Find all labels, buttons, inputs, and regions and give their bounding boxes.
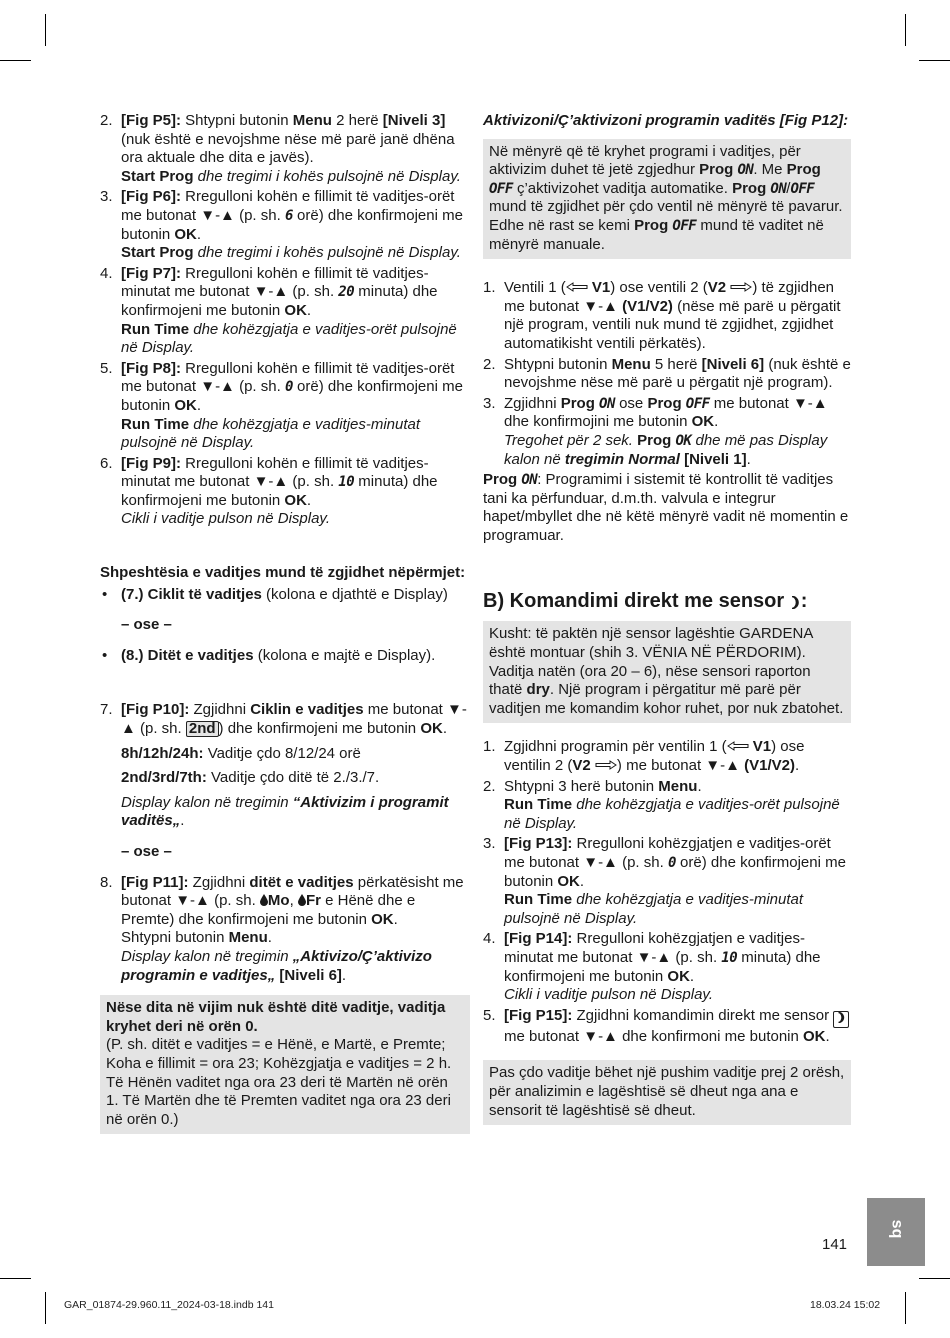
right-column <box>483 112 851 1125</box>
step-text: Rregulloni kohëzgjatjen e vaditjes-orët me butonat ▼-▲ (p. sh. <box>504 835 831 871</box>
sensor-moon-icon <box>837 1012 845 1023</box>
step-text: ) të zgjidhen me butonat ▼-▲ <box>504 279 835 315</box>
lcd-value: OFF <box>790 180 815 197</box>
step-text: ) ose ventilin 2 ( <box>504 738 805 775</box>
display-note: Cikli i vaditje pulson në Display. <box>504 986 713 1004</box>
cycle-label: 2nd/3rd/7th: <box>121 769 207 787</box>
step-text: . <box>341 966 347 984</box>
key-label: OK <box>174 396 197 414</box>
box-text: mund të vaditet në mënyrë manuale. <box>489 216 824 253</box>
step-number: 6. <box>100 454 113 472</box>
step-text: 2 herë <box>331 112 383 129</box>
display-note: dhe tregimi i kohës pulsojnë në Display. <box>193 167 461 185</box>
prog-label: Prog <box>560 394 595 412</box>
note-text: (P. sh. ditët e vaditjes = e Hënë, e Martë, e Premte; Koha e fillimit = ora 23; Kohëzgjatja e vaditjes = 2 h. Të Hënën vaditet nga ora 23 deri të Martën në orën 1. Të Martën dhe të Premten vaditet nga ora 23 deri në orën 0.) <box>106 1036 452 1128</box>
bullet-dot: • <box>102 646 108 664</box>
arrow-right-icon <box>595 760 617 770</box>
lcd-cycle-indicator: 2nd <box>186 721 219 737</box>
step-text: Rregulloni kohën e fillimit të vaditjes-minutat me butonat ▼-▲ (p. sh. <box>121 454 429 491</box>
valve-label: V1 <box>752 738 772 756</box>
level-label: [Niveli 1] <box>679 450 747 468</box>
step-text: ) dhe konfirmojeni me butonin <box>218 720 421 738</box>
key-label: Menu <box>228 929 268 947</box>
lcd-value: OFF <box>685 395 710 412</box>
step-text: (nuk është e nevojshme nëse më parë janë dhëna ora aktuale dhe dita e javës). <box>121 130 455 167</box>
display-label: Start Prog <box>121 244 194 262</box>
bullet-bold: (8.) Ditët e vaditjes <box>121 646 254 664</box>
fig-ref: [Fig P13]: <box>504 835 573 853</box>
box-text: mund të zgjidhet për çdo ventil në mënyrë të pavarur. Edhe në rast se kemi <box>489 198 843 234</box>
language-code: sq <box>888 1219 906 1239</box>
valve-label: V1 <box>591 279 611 297</box>
bullet-dot: • <box>102 585 108 603</box>
step-number: 5. <box>483 1006 496 1024</box>
water-drop-icon <box>298 894 306 906</box>
crop-mark <box>45 1292 46 1324</box>
key-label: ditët e vaditjes <box>249 873 354 891</box>
day-label: Mo <box>267 892 290 910</box>
left-column <box>100 112 470 1134</box>
step-text: . <box>714 413 719 431</box>
frequency-heading: Shpeshtësia e vaditjes mund të zgjidhet nëpërmjet: <box>100 564 466 582</box>
display-label: Start Prog <box>121 167 194 185</box>
step-text: me butonat ▼-▲ (p. sh. <box>121 701 467 738</box>
step-number: 8. <box>100 873 113 891</box>
box-text: . Me <box>753 161 787 179</box>
steps-list-sensor <box>483 738 851 1046</box>
fig-ref: [Fig P6]: <box>121 188 181 206</box>
lcd-value: OK <box>675 432 692 449</box>
lcd-value: ON <box>770 180 787 197</box>
prog-label: Prog <box>699 161 734 179</box>
sensor-section-heading <box>483 589 851 613</box>
crop-mark <box>45 14 46 46</box>
box-text: Në mënyrë që të kryhet programi i vaditjes, për aktivizim duhet të jetë zgjedhur <box>489 142 801 179</box>
fig-ref: [Fig P5]: <box>121 112 181 129</box>
step-text: ose <box>614 394 648 412</box>
step-number: 2. <box>100 112 113 129</box>
step-text: orë) dhe konfirmojeni me butonin <box>121 378 463 414</box>
prog-label: Prog <box>637 431 672 449</box>
step-text: . <box>689 967 695 985</box>
step-text: Rregulloni kohën e fillimit të vaditjes-orët me butonat ▼-▲ (p. sh. <box>121 359 455 396</box>
bullet-days <box>100 647 470 666</box>
bullet-text: (kolona e majtë e Display). <box>253 646 436 664</box>
crop-mark <box>905 1292 906 1324</box>
lcd-value: 0 <box>667 855 676 871</box>
display-note: Tregohet për 2 sek. <box>504 431 638 449</box>
lcd-value: ON <box>599 395 615 412</box>
key-label: Menu <box>658 777 698 795</box>
arrow-right-icon <box>730 282 752 292</box>
summary-text: : Programimi i sistemit të kontrollit të vaditjes tani ka përfunduar, d.m.th. valvula e integrur hapet/mbyllet dhe në këtë mënyrë vadit në momentin e programuar. <box>483 471 849 544</box>
crop-mark <box>919 1278 950 1279</box>
arrow-left-icon <box>566 282 588 292</box>
step-text: . <box>267 929 272 947</box>
lcd-value: OFF <box>672 217 697 234</box>
step-text: Shtypni butonin <box>121 929 229 947</box>
step-text: Zgjidhni programin për ventilin 1 ( <box>504 738 727 756</box>
key-label: OK <box>420 720 443 738</box>
prog-label: Prog <box>647 394 682 412</box>
box-text: / <box>786 179 791 197</box>
day-label: Fr <box>305 892 321 910</box>
sensor-key-icon <box>833 1011 849 1028</box>
step-number: 3. <box>483 835 496 853</box>
step-text: Shtypni 3 herë butonin <box>504 777 659 795</box>
crop-mark <box>919 60 950 61</box>
note-heading: Nëse dita në vijim nuk është ditë vaditje, vaditja kryhet deri në orën 0. <box>106 999 446 1035</box>
key-label: OK <box>371 910 394 928</box>
section-title: B) Komandimi direkt me sensor <box>483 590 785 613</box>
step-text: Rregulloni kohëzgjatjen e vaditjes-minutat me butonat ▼-▲ (p. sh. <box>504 930 805 966</box>
step-s2 <box>483 778 851 834</box>
step-text: . <box>306 491 312 509</box>
box-text: Pas çdo vaditje bëhet një pushim vaditje prej 2 orësh, për analizimin e lagështisë së dheut nga ana e sensorit të lagështisë së dheut. <box>489 1064 845 1119</box>
step-text: ) ose ventili 2 ( <box>610 279 708 297</box>
step-text: me butonat ▼-▲ dhe konfirmoni me butonin <box>504 1027 804 1045</box>
key-label: Ciklin e vaditjes <box>250 701 364 719</box>
step-text: . <box>697 777 702 795</box>
prog-on-summary <box>483 471 851 545</box>
step-number: 2. <box>483 777 496 795</box>
sensor-condition-box <box>483 621 851 723</box>
step-text: orë) dhe konfirmojeni me butonin <box>121 206 463 243</box>
display-note: dhe kohëzgjatja e vaditjes-orët pulsojnë në Display. <box>504 796 840 832</box>
key-label: OK <box>803 1027 826 1045</box>
step-text: Zgjidhni <box>189 701 251 719</box>
step-r3 <box>483 395 851 469</box>
valve-label: V2 <box>707 279 727 297</box>
print-timestamp: 18.03.24 15:02 <box>810 1299 881 1311</box>
page-number: 141 <box>822 1236 848 1253</box>
step-text: Rregulloni kohën e fillimit të vaditjes-orët me butonat ▼-▲ (p. sh. <box>121 188 455 224</box>
step-text: Zgjidhni <box>504 394 561 412</box>
lcd-value: 6 <box>284 207 293 224</box>
cycle-text: Vaditje çdo 8/12/24 orë <box>203 744 361 762</box>
key-label: Menu <box>292 112 332 129</box>
step-text: Zgjidhni <box>188 873 250 891</box>
step-text: , <box>289 892 298 910</box>
step-r2 <box>483 356 851 393</box>
fig-ref: [Fig P8]: <box>121 359 181 377</box>
lcd-value: OFF <box>489 180 513 197</box>
step-number: 3. <box>483 394 496 412</box>
prog-label: Prog <box>732 179 767 197</box>
step-4 <box>100 265 470 358</box>
box-text: Kusht: të paktën një sensor lagështie GARDENA është montuar (shih 3. VËNIA NË PËRDORIM). Vaditja natën (ora 20 – 6), nëse sensori raporton thatë <box>489 625 813 699</box>
key-label: OK <box>284 491 307 509</box>
step-number: 3. <box>100 188 113 206</box>
step-text: minuta) dhe konfirmojeni me butonin <box>504 948 821 985</box>
bullet-bold: (7.) Ciklit të vaditjes <box>121 585 262 603</box>
step-text: . <box>746 450 751 468</box>
display-label: Run Time <box>504 891 573 909</box>
step-text: . <box>196 396 202 414</box>
step-text: e Hënë dhe e Premte) dhe konfirmojeni me butonin <box>121 892 416 928</box>
pause-note-box <box>483 1060 851 1125</box>
step-s5 <box>483 1007 851 1047</box>
crop-mark <box>905 14 906 46</box>
step-s3 <box>483 835 851 928</box>
step-text: orë) dhe konfirmojeni me butonin <box>504 854 846 890</box>
key-label: Menu <box>611 355 651 373</box>
step-5 <box>100 360 470 453</box>
step-text: . <box>442 720 447 738</box>
or-separator: – ose – <box>121 616 172 634</box>
step-number: 1. <box>483 738 496 756</box>
key-label: OK <box>284 301 307 319</box>
fig-ref: [Fig P7]: <box>121 264 181 282</box>
step-text: minuta) dhe konfirmojeni me butonin <box>121 473 438 509</box>
step-s1 <box>483 738 851 775</box>
step-text: 5 herë <box>650 355 702 373</box>
display-note: Cikli i vaditje pulson në Display. <box>121 510 330 528</box>
step-number: 4. <box>483 930 496 948</box>
key-label: OK <box>667 967 690 985</box>
crop-mark <box>0 60 31 61</box>
key-label: OK <box>691 413 715 431</box>
key-label: OK <box>174 225 197 243</box>
level-label: [Niveli 6] <box>275 966 342 984</box>
lcd-value: 10 <box>338 474 355 491</box>
step-text: . <box>180 812 185 830</box>
sensor-moon-icon <box>790 596 801 609</box>
bullet-text: (kolona e djathtë e Display) <box>261 585 448 603</box>
valve-label: V2 <box>572 757 591 775</box>
display-note: Display kalon në tregimin <box>121 947 293 965</box>
section-title-colon: : <box>800 590 808 613</box>
language-tab <box>867 1198 925 1266</box>
step-number: 2. <box>483 355 496 373</box>
arrow-left-icon <box>727 741 749 751</box>
steps-list-a <box>100 112 470 529</box>
display-note: dhe kohëzgjatja e vaditjes-minutat pulsojnë në Display. <box>121 415 421 452</box>
level-label: [Niveli 3] <box>382 112 446 129</box>
cycle-label: 8h/12h/24h: <box>121 744 204 762</box>
step-text: . <box>825 1027 830 1045</box>
bullet-cycle <box>100 586 470 605</box>
display-state: tregimin Normal <box>564 450 680 468</box>
step-text: me butonat ▼-▲ dhe konfirmojini me butonin <box>504 394 828 431</box>
prog-label: Prog <box>786 161 821 179</box>
lcd-value: 0 <box>284 379 293 396</box>
step-text: Zgjidhni komandimin direkt me sensor <box>572 1006 834 1024</box>
step-text: përkatësisht me butonat ▼-▲ (p. sh. <box>121 873 464 910</box>
activate-heading: Aktivizoni/Ç’aktivizoni programin vaditës [Fig P12]: <box>483 112 849 129</box>
step-number: 1. <box>483 279 496 297</box>
box-text: ç’aktivizohet vaditja automatike. <box>512 179 733 197</box>
display-label: Run Time <box>121 320 190 338</box>
print-file-info: GAR_01874-29.960.11_2024-03-18.indb 141 <box>64 1299 274 1311</box>
step-text: (nuk është e nevojshme nëse më parë u përgatit një program). <box>504 355 851 392</box>
display-note: dhe kohëzgjatja e vaditjes-minutat pulsojnë në Display. <box>504 891 804 927</box>
note-box <box>100 995 470 1134</box>
step-text: Ventili 1 ( <box>504 279 566 297</box>
step-number: 7. <box>100 701 113 719</box>
fig-ref: [Fig P15]: <box>504 1006 573 1024</box>
lcd-value: 20 <box>338 284 355 301</box>
step-text: . <box>579 872 585 890</box>
step-text: Shtypni butonin <box>181 112 293 129</box>
step-6 <box>100 455 470 529</box>
prog-label: Prog <box>634 216 669 234</box>
step-2 <box>100 112 470 186</box>
display-label: Run Time <box>504 796 573 814</box>
steps-list-activate <box>483 279 851 469</box>
lcd-value: ON <box>521 472 538 489</box>
program-info-box <box>483 139 851 260</box>
display-note: dhe tregimi i kohës pulsojnë në Display. <box>193 244 461 262</box>
key-label: OK <box>557 872 580 890</box>
display-state: “Aktivizim i programit vaditës„ <box>121 793 449 830</box>
display-note: Display kalon në tregimin <box>121 793 293 811</box>
box-text: . Një program i përgatitur më parë për vaditjen me komandim kohor ruhet, por nuk zbatohet. <box>489 681 844 717</box>
step-number: 4. <box>100 264 113 282</box>
cycle-text: Vaditje çdo ditë të 2./3./7. <box>206 769 380 787</box>
dry-label: dry <box>526 681 550 699</box>
step-3 <box>100 188 470 262</box>
display-note: dhe kohëzgjatja e vaditjes-orët pulsojnë në Display. <box>121 320 457 357</box>
key-label: (V1/V2) <box>744 757 796 775</box>
step-text: (nëse më parë u përgatit një program, ventili nuk mund të zgjidhet, zgjidhet automatikisht ventili përkatës). <box>504 297 841 352</box>
step-text: minuta) dhe konfirmojeni me butonin <box>121 283 438 319</box>
step-text: ) me butonat ▼-▲ <box>616 757 745 775</box>
step-s4 <box>483 930 851 1004</box>
step-text: Shtypni butonin <box>504 355 612 373</box>
step-r1 <box>483 279 851 353</box>
prog-label: Prog <box>483 471 518 489</box>
fig-ref: [Fig P14]: <box>504 930 573 948</box>
step-text: Rregulloni kohën e fillimit të vaditjes-minutat me butonat ▼-▲ (p. sh. <box>121 264 429 301</box>
fig-ref: [Fig P9]: <box>121 454 181 472</box>
lcd-value: ON <box>737 162 754 179</box>
display-state: „Aktivizo/Ç’aktivizo programin e vaditjes„ <box>121 947 432 984</box>
step-text: . <box>196 225 202 243</box>
water-drop-icon <box>260 894 268 906</box>
display-note: dhe më pas Display kalon në <box>504 431 828 468</box>
step-text: . <box>795 757 800 775</box>
step-8 <box>100 874 470 986</box>
fig-ref: [Fig P10]: <box>121 701 190 719</box>
step-7 <box>100 701 470 831</box>
crop-mark <box>0 1278 31 1279</box>
key-label: (V1/V2) <box>622 297 673 315</box>
lcd-value: 10 <box>721 949 738 966</box>
level-label: [Niveli 6] <box>701 355 765 373</box>
fig-ref: [Fig P11]: <box>121 873 189 891</box>
display-label: Run Time <box>121 415 190 433</box>
step-text: . <box>393 910 398 928</box>
step-text: . <box>306 301 312 319</box>
or-separator: – ose – <box>121 843 172 860</box>
step-number: 5. <box>100 359 113 377</box>
